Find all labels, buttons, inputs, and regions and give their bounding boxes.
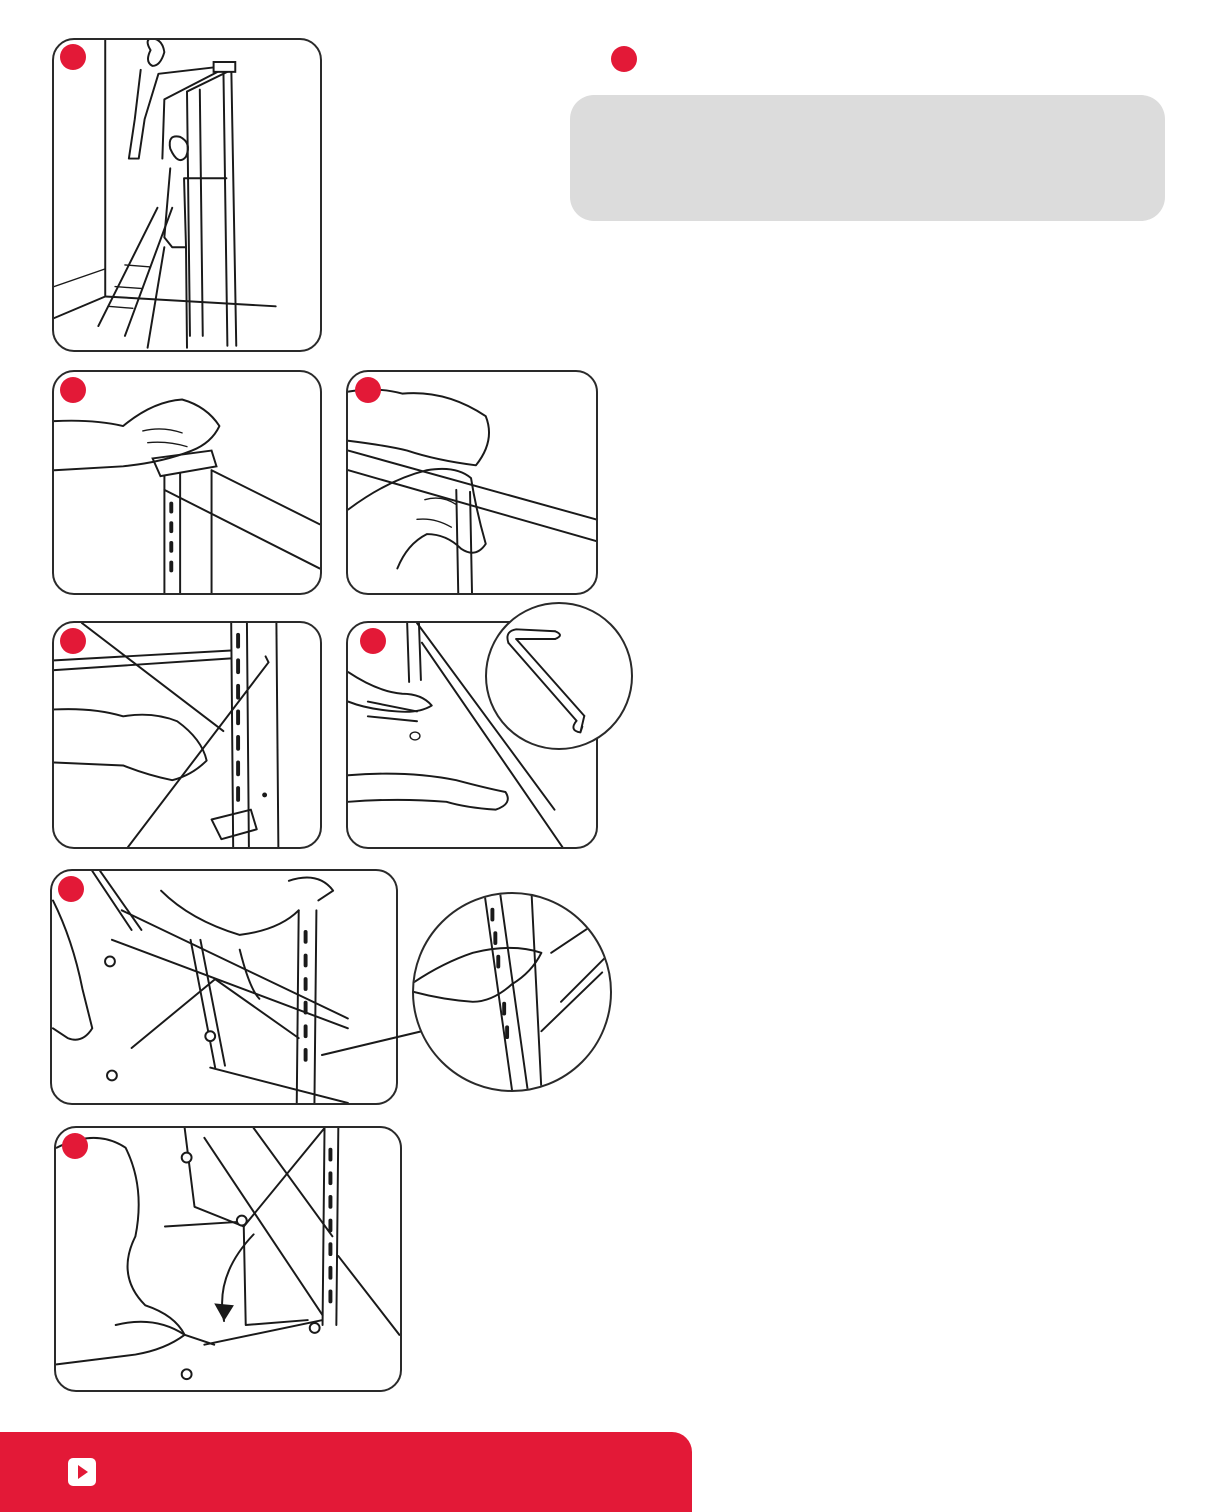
step-3-marker (355, 377, 381, 403)
upright-attach-drawing (52, 871, 396, 1103)
hooked-brace-end-drawing (487, 604, 631, 748)
cap-press-drawing (348, 372, 596, 593)
step-1-illustration (52, 38, 322, 352)
brace-hook-drawing (54, 623, 320, 847)
leveler-adjust-drawing (56, 1128, 400, 1390)
step-4-marker (60, 628, 86, 654)
step-4-illustration (52, 621, 322, 849)
step-7-marker (62, 1133, 88, 1159)
play-arrow-icon[interactable] (68, 1458, 96, 1486)
step-6-illustration (50, 869, 398, 1105)
hand-on-upright-drawing (414, 894, 610, 1090)
step-2-marker (60, 377, 86, 403)
cap-upright-drawing (54, 372, 320, 593)
step-2-illustration (52, 370, 322, 595)
step-1-marker (60, 44, 86, 70)
step-6-marker (58, 876, 84, 902)
step-6-detail (412, 892, 612, 1092)
footer-bar (0, 1432, 692, 1512)
note-marker (611, 46, 637, 72)
step-5-marker (360, 628, 386, 654)
step-3-illustration (346, 370, 598, 595)
ladder-install-drawing (54, 40, 320, 350)
step-7-illustration (54, 1126, 402, 1392)
note-box (570, 95, 1165, 221)
step-5-detail (485, 602, 633, 750)
